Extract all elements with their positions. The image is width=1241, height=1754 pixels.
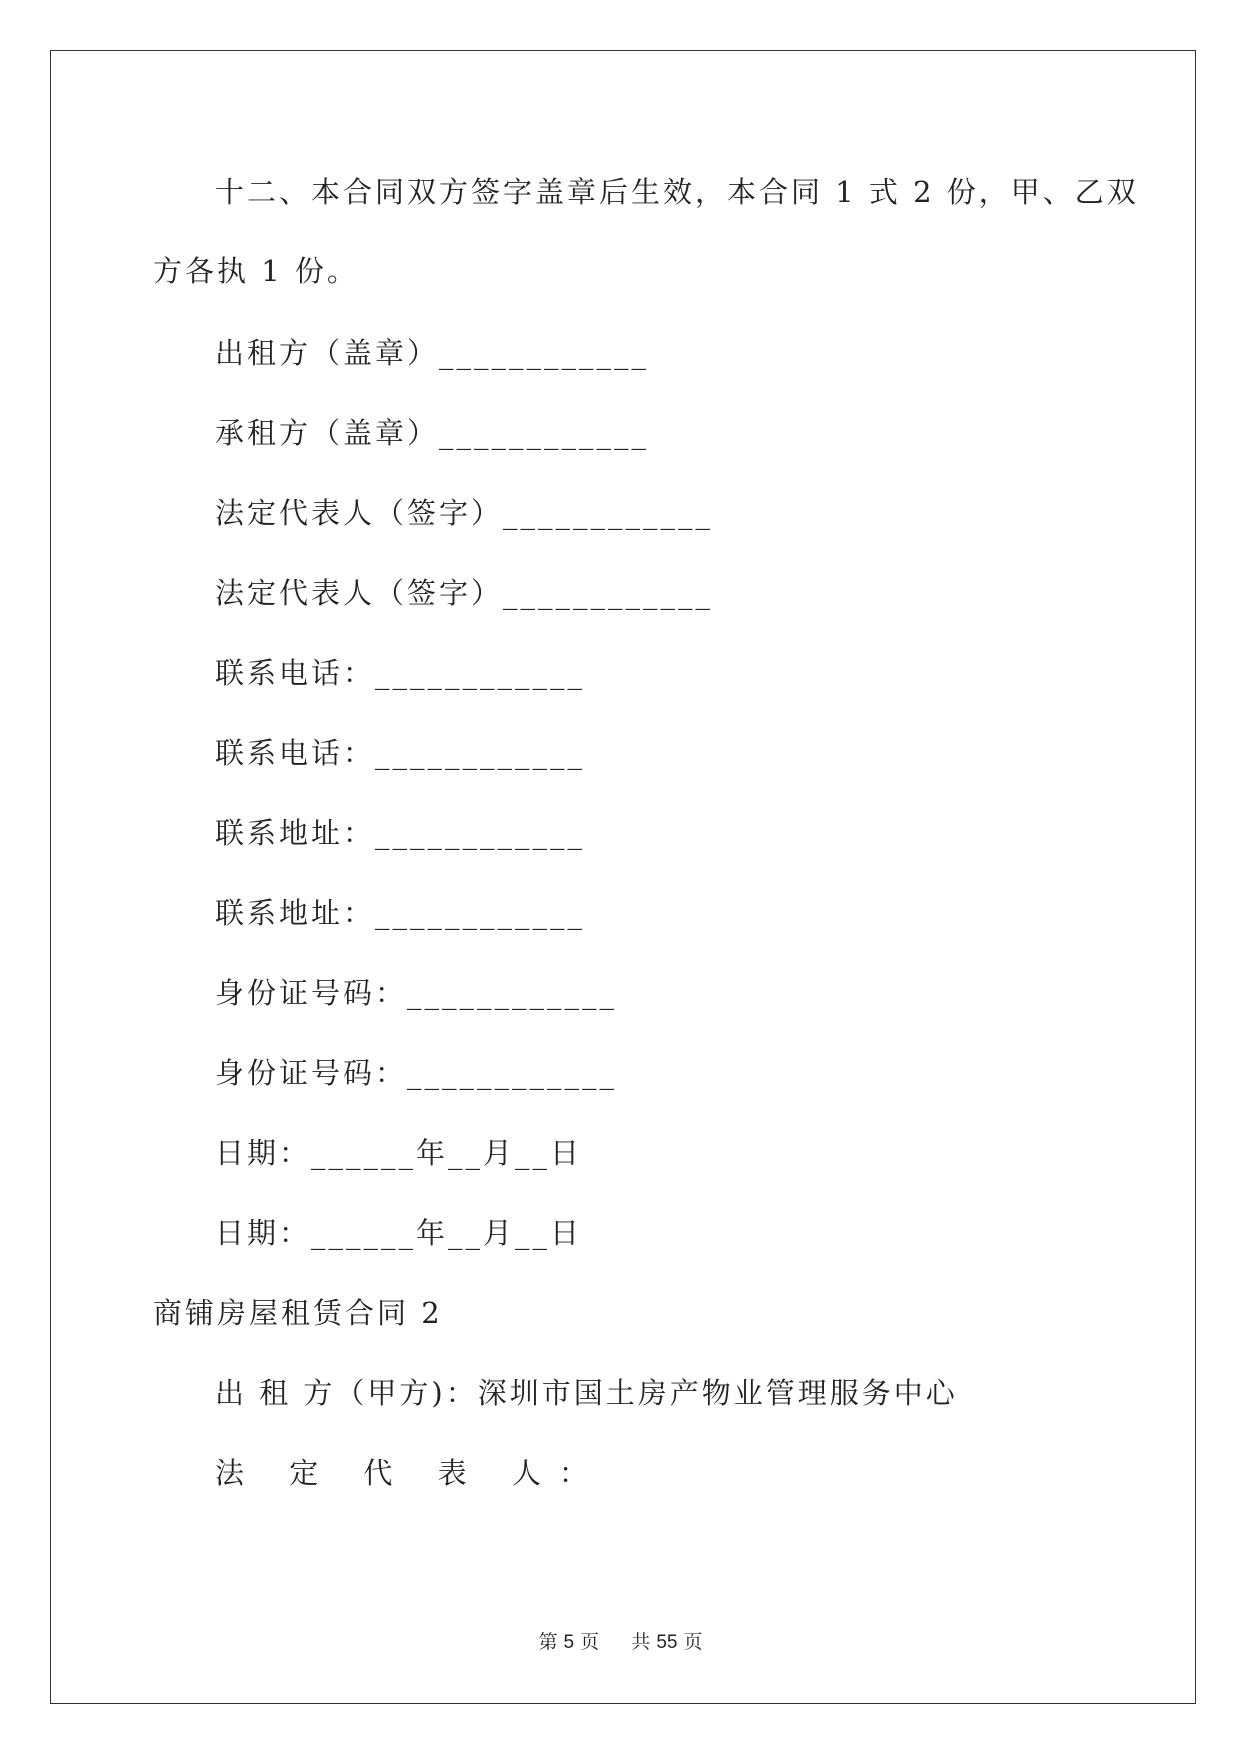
signature-line: 联系电话：____________ bbox=[215, 736, 586, 770]
footer-page-suffix: 页 bbox=[580, 1631, 600, 1653]
footer-total-pages: 55 bbox=[656, 1632, 678, 1653]
signature-line: 日期：______年__月__日 bbox=[215, 1216, 583, 1250]
footer-page-number: 5 bbox=[563, 1632, 575, 1653]
footer-total-suffix: 页 bbox=[683, 1631, 703, 1653]
legal-representative-line: 法 定 代 表 人： bbox=[215, 1456, 606, 1490]
signature-line: 身份证号码：____________ bbox=[215, 1056, 618, 1090]
lessor-line: 出 租 方（甲方)：深圳市国土房产物业管理服务中心 bbox=[215, 1376, 958, 1410]
signature-line: 联系电话：____________ bbox=[215, 656, 586, 690]
signature-line: 法定代表人（签字）____________ bbox=[215, 576, 714, 610]
contract-2-title: 商铺房屋租赁合同 2 bbox=[153, 1296, 443, 1330]
page-footer bbox=[0, 1630, 1241, 1655]
footer-total-prefix: 共 bbox=[631, 1631, 651, 1653]
signature-line: 日期：______年__月__日 bbox=[215, 1136, 583, 1170]
signature-line: 联系地址：____________ bbox=[215, 896, 586, 930]
clause-12-line-1: 十二、本合同双方签字盖章后生效，本合同 1 式 2 份，甲、乙双 bbox=[215, 175, 1139, 209]
footer-prefix: 第 bbox=[538, 1631, 558, 1653]
signature-line: 出租方（盖章）____________ bbox=[215, 336, 650, 370]
signature-line: 联系地址：____________ bbox=[215, 816, 586, 850]
signature-line: 法定代表人（签字）____________ bbox=[215, 496, 714, 530]
signature-line: 承租方（盖章）____________ bbox=[215, 416, 650, 450]
clause-12-line-2: 方各执 1 份。 bbox=[153, 254, 359, 288]
signature-line: 身份证号码：____________ bbox=[215, 976, 618, 1010]
